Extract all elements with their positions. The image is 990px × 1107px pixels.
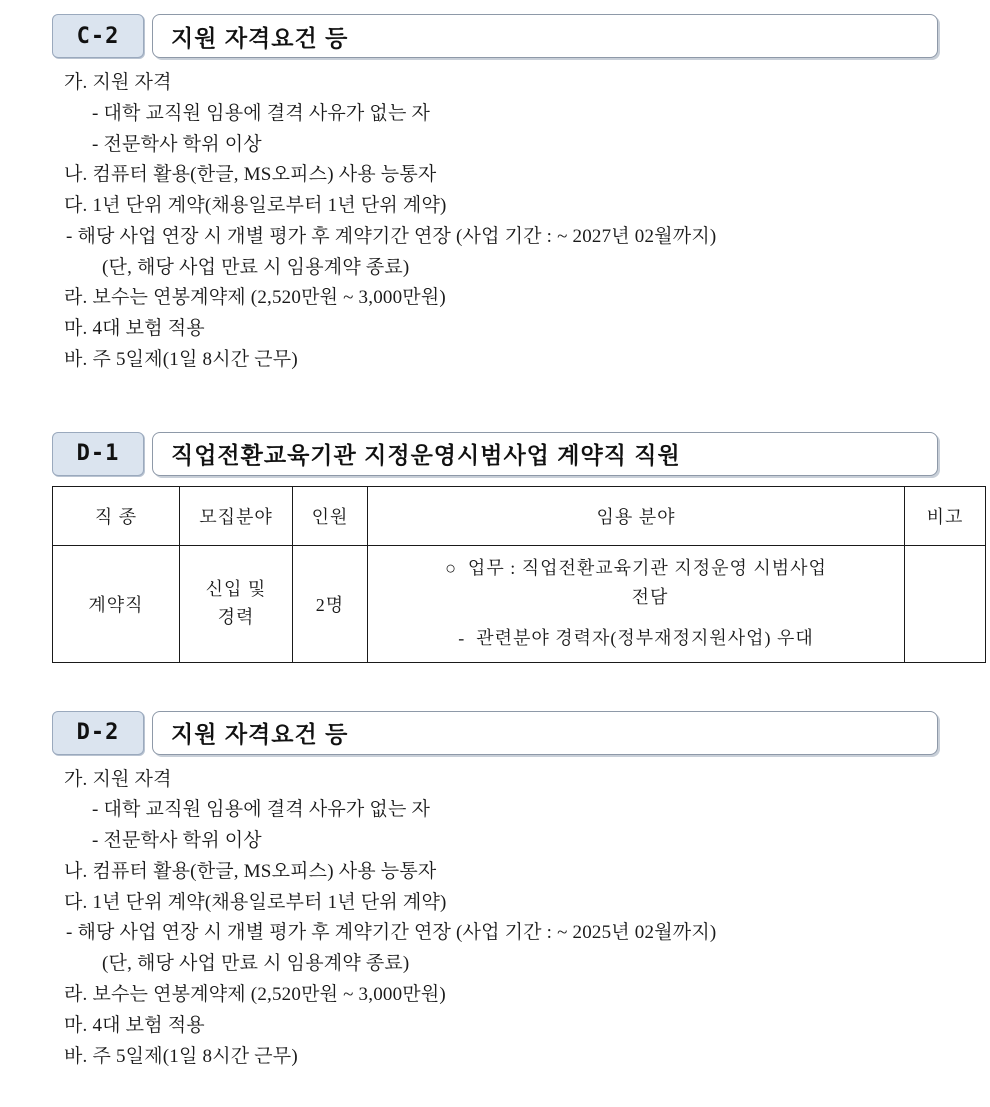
list-item: - 해당 사업 연장 시 개별 평가 후 계약기간 연장 (사업 기간 : ~ 2027년 02월까지)	[66, 225, 717, 247]
list-item: 라. 보수는 연봉계약제 (2,520만원 ~ 3,000만원)	[64, 287, 446, 309]
list-item: 다. 1년 단위 계약(채용일로부터 1년 단위 계약)	[64, 195, 447, 217]
cell-job: 계약직	[53, 545, 180, 662]
list-item: 다. 1년 단위 계약(채용일로부터 1년 단위 계약)	[64, 891, 447, 913]
list-item: (단, 해당 사업 만료 시 임용계약 종료)	[102, 256, 410, 278]
job-table	[52, 486, 986, 663]
list-item: 바. 주 5일제(1일 8시간 근무)	[64, 348, 298, 370]
list-item: 가. 지원 자격	[64, 72, 172, 93]
section-c2	[52, 14, 938, 376]
cell-duty	[368, 545, 905, 662]
section-spacer	[52, 402, 938, 432]
list-item: 마. 4대 보험 적용	[64, 1014, 205, 1036]
column-header-duty: 임용 분야	[368, 486, 905, 545]
section-d2-title: 지원 자격요건 등	[152, 711, 938, 755]
column-header-count: 인원	[293, 486, 368, 545]
section-d1-tag: D-1	[52, 432, 144, 476]
section-d2-list	[56, 765, 938, 1073]
section-c2-tag: C-2	[52, 14, 144, 58]
section-d2-header	[52, 711, 938, 755]
list-item: - 해당 사업 연장 시 개별 평가 후 계약기간 연장 (사업 기간 : ~ 2025년 02월까지)	[66, 922, 717, 944]
list-item: 나. 컴퓨터 활용(한글, MS오피스) 사용 능통자	[64, 860, 437, 882]
column-header-note: 비고	[905, 486, 986, 545]
section-d2-tag: D-2	[52, 711, 144, 755]
duty-line-3: - 관련분야 경력자(정부재정지원사업) 우대	[458, 628, 814, 649]
list-item: - 전문학사 학위 이상	[92, 133, 262, 155]
section-c2-list	[56, 68, 938, 376]
duty-line-1: ○ 업무 : 직업전환교육기관 지정운영 시범사업	[445, 558, 827, 579]
section-c2-title: 지원 자격요건 등	[152, 14, 938, 58]
section-d1	[52, 432, 964, 663]
cell-note	[905, 545, 986, 662]
section-d1-title: 직업전환교육기관 지정운영시범사업 계약직 직원	[152, 432, 938, 476]
table-header-row	[53, 486, 986, 545]
cell-field-line2: 경력	[217, 606, 255, 627]
list-item: 라. 보수는 연봉계약제 (2,520만원 ~ 3,000만원)	[64, 984, 446, 1006]
duty-line-2: 전담	[631, 587, 669, 608]
section-d1-header	[52, 432, 938, 476]
list-item: - 전문학사 학위 이상	[92, 830, 262, 852]
table-row	[53, 545, 986, 662]
column-header-field: 모집분야	[180, 486, 293, 545]
column-header-job: 직 종	[53, 486, 180, 545]
list-item: 가. 지원 자격	[64, 768, 172, 790]
list-item: - 대학 교직원 임용에 결격 사유가 없는 자	[92, 102, 431, 124]
list-item: 마. 4대 보험 적용	[64, 318, 205, 340]
list-item: (단, 해당 사업 만료 시 임용계약 종료)	[102, 953, 410, 975]
list-item: 바. 주 5일제(1일 8시간 근무)	[64, 1045, 298, 1067]
section-d2	[52, 711, 938, 1073]
cell-field	[180, 545, 293, 662]
section-c2-header	[52, 14, 938, 58]
cell-field-line1: 신입 및	[205, 578, 267, 599]
duty-gap	[372, 612, 900, 624]
list-item: - 대학 교직원 임용에 결격 사유가 없는 자	[92, 799, 431, 821]
section-spacer	[52, 689, 938, 711]
cell-count: 2명	[293, 545, 368, 662]
list-item: 나. 컴퓨터 활용(한글, MS오피스) 사용 능통자	[64, 164, 437, 186]
